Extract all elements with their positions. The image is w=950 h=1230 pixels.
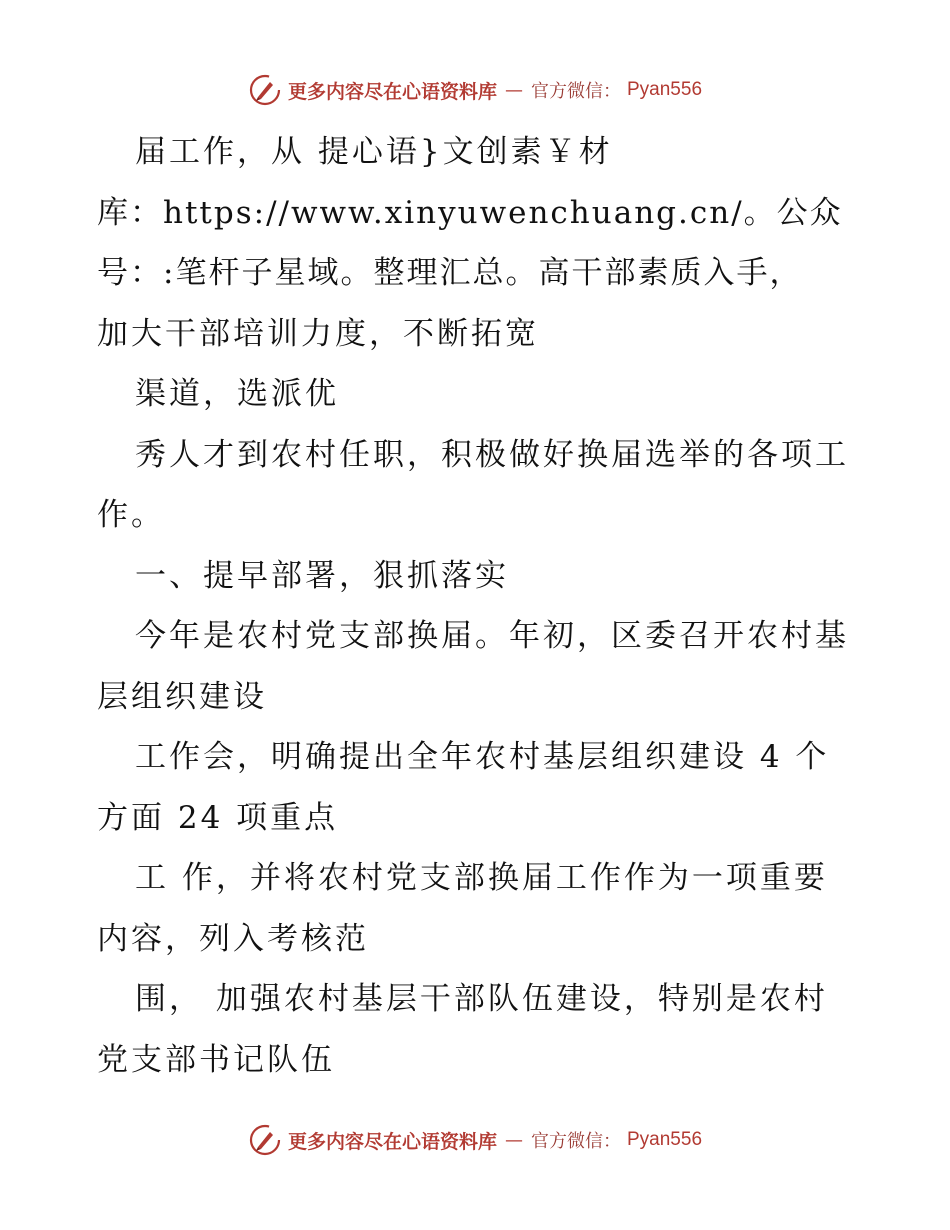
text-line: 作。 [97,497,165,533]
text-line: 届工作，从 提心语}文创素￥材 [135,134,613,170]
footer-banner [0,1122,950,1158]
text-line: 内容，列入考核范 [97,920,369,957]
banner-main-text: 更多内容尽在心语资料库 [287,80,497,103]
text-line: 方面 24 项重点 [97,799,339,836]
text-line: 工 作，并将农村党支部换届工作作为一项重要 [135,860,828,896]
text-line: 层组织建设 [97,678,267,715]
text-line: 围， 加强农村基层干部队伍建设，特别是农村 [135,981,828,1017]
text-line: 今年是农村党支部换届。年初，区委召开农村基 [135,618,849,654]
brush-pen-logo-icon [248,1123,282,1157]
text-line: 工作会，明确提出全年农村基层组织建设 4 个 [135,739,830,775]
text-line: 渠道，选派优 [135,376,339,412]
banner-main-text: 更多内容尽在心语资料库 [287,1130,497,1153]
banner-dash: — [505,1129,523,1151]
banner-dash: — [505,79,523,101]
brush-pen-logo-icon [248,73,282,107]
banner-wechat-label: 官方微信： [531,81,621,102]
text-line: 号：:笔杆子星域。整理汇总。高干部素质入手， [97,255,803,291]
text-line: 秀人才到农村任职，积极做好换届选举的各项工 [135,436,849,473]
banner-wechat-id: Pyan556 [627,79,703,100]
header-banner [0,72,950,108]
text-line: 党支部书记队伍 [97,1041,335,1078]
text-line: 加大干部培训力度，不断拓宽 [97,315,539,352]
text-line: 库：https://www.xinyuwenchuang.cn/。公众 [97,194,843,231]
banner-wechat-id: Pyan556 [627,1129,703,1150]
document-body [97,122,857,1090]
section-heading: 一、提早部署，狠抓落实 [135,557,509,594]
banner-wechat-label: 官方微信： [531,1131,621,1152]
